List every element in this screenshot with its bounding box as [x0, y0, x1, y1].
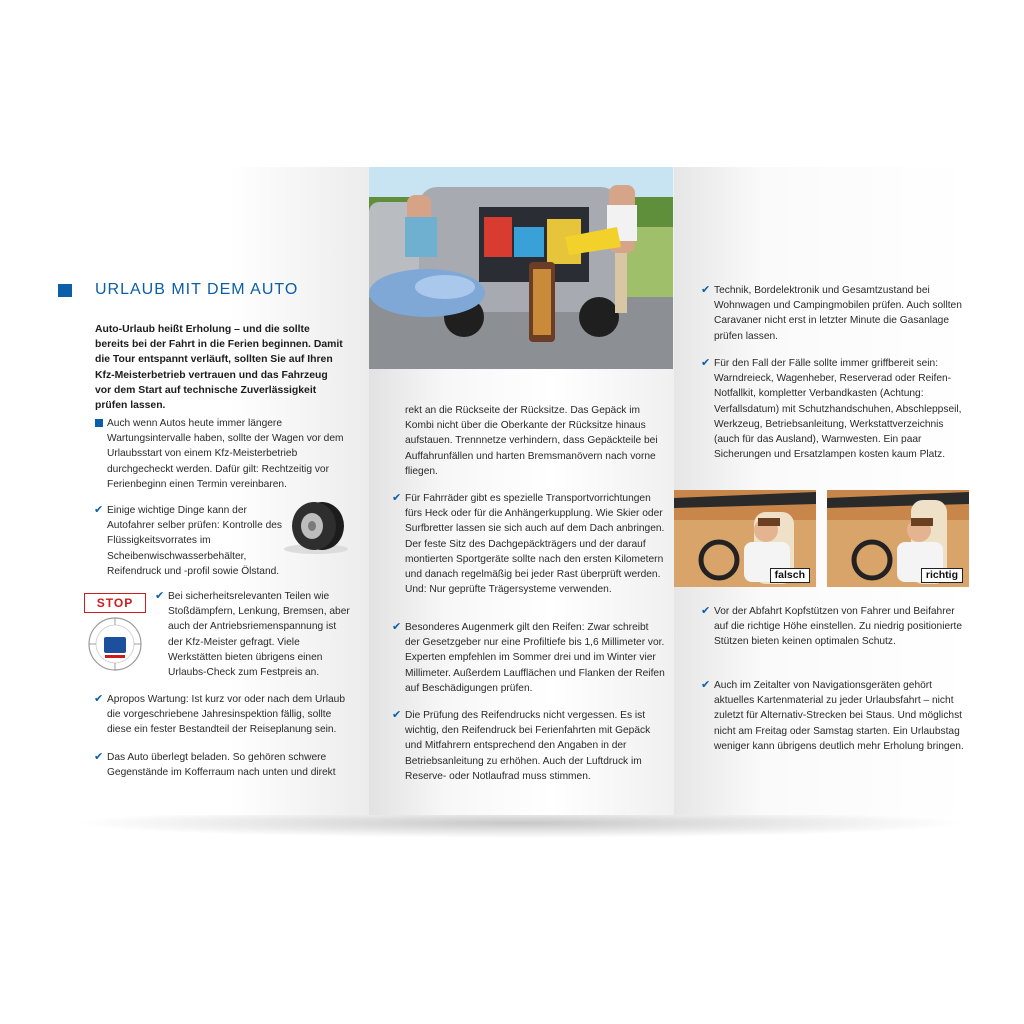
list-item-text: Technik, Bordelektronik und Gesamtzustand bei Wohnwagen und Campingmobilen prüfen. Auch sollten Caravaner nicht erst in letzter Minute die Gasanlage prüfen lassen. — [714, 285, 962, 342]
tire-icon — [282, 497, 352, 555]
list-item-text: Für Fahrräder gibt es spezielle Transportvorrichtungen fürs Heck oder für die Anhängerkupplung. Wie Skier oder Surfbretter lassen sie sich auch auf dem Dach anbringen. Der feste Sitz des Dachgepäckträgers und der darauf montierten Sportgeräte sollte nach den ersten Kilometern und danach regelmäßig bei jeder Rast überprüft werden. Und: Nur geprüfte Trägersysteme verwenden. — [405, 493, 665, 596]
paragraph — [393, 403, 661, 479]
headrest-photo-right — [827, 490, 969, 587]
list-item — [393, 708, 665, 784]
check-icon: ✔ — [94, 504, 104, 516]
intro-paragraph: Auto-Urlaub heißt Erholung – und die sollte bereits bei der Fahrt in die Ferien beginnen. Damit die Tour entspannt verläuft, sollten Sie auf Ihren Kfz-Meisterbetrieb vertrauen und das Fahrzeug vor dem Start auf technische Zuverlässigkeit prüfen lassen. — [95, 324, 343, 412]
brochure-page-left — [58, 167, 369, 815]
family-car-photo — [369, 167, 673, 369]
list-item — [95, 416, 347, 492]
check-icon: ✔ — [701, 357, 711, 369]
stop-sign: STOP — [84, 593, 146, 613]
wrong-label: falsch — [770, 568, 810, 583]
page-title: URLAUB MIT DEM AUTO — [95, 281, 299, 298]
check-icon: ✔ — [94, 693, 104, 705]
list-item-text: Auch wenn Autos heute immer längere Wartungsintervalle haben, sollte der Wagen vor dem Urlaubsstart von einem Kfz-Meisterbetrieb durchgecheckt werden. Dafür gilt: Rechtzeitig vor Ferienbeginn einen Termin vereinbaren. — [107, 418, 344, 490]
list-item — [95, 503, 285, 579]
list-item-text: Einige wichtige Dinge kann der Autofahrer selber prüfen: Kontrolle des Flüssigkeitsvorrates im Scheibenwischwasserbehälter, Reifendruck und -profil sowie Ölstand. — [107, 505, 282, 577]
list-item — [95, 750, 355, 780]
list-item — [95, 692, 355, 738]
title-marker — [58, 284, 72, 297]
check-icon: ✔ — [392, 492, 402, 504]
list-item — [393, 620, 665, 696]
headrest-photo-wrong — [674, 490, 816, 587]
check-icon: ✔ — [701, 605, 711, 617]
list-item — [393, 491, 665, 597]
check-icon: ✔ — [701, 284, 711, 296]
check-icon: ✔ — [701, 679, 711, 691]
check-icon: ✔ — [392, 621, 402, 633]
list-item-text: Für den Fall der Fälle sollte immer griffbereit sein: Warndreieck, Wagenheber, Reserverad oder Reifen-Notfallkit, kompletter Verbandkasten (Achtung: Verfallsdatum) mit Schutzhandschuhen, Abschleppseil, Werkzeug, Betriebsanleitung, Werkstattverzeichnis (auch für das Ausland), Warnwesten. Ein paar Sicherungen und Ersatzlampen kosten kaum Platz. — [714, 358, 962, 461]
list-item — [702, 678, 964, 754]
list-item — [156, 589, 351, 680]
list-item-text: Die Prüfung des Reifendrucks nicht vergessen. Es ist wichtig, den Reifendruck bei Ferienfahrten mit Gepäck und Mitfahrern entsprechend den Angaben in der Betriebsanleitung zu erhöhen. Auch der Luftdruck im Reserve- oder Notlaufrad muss stimmen. — [405, 710, 651, 782]
check-icon: ✔ — [392, 709, 402, 721]
paragraph-text: rekt an die Rückseite der Rücksitze. Das Gepäck im Kombi nicht über die Oberkante der Rücksitze hinaus aufstauen. Trennnetze verhindern, dass Gepäckteile bei Auffahrunfällen und harten Bremsmanövern nach vorne fliegen. — [405, 405, 658, 477]
square-bullet-icon — [95, 419, 103, 427]
check-icon: ✔ — [155, 590, 165, 602]
check-icon: ✔ — [94, 751, 104, 763]
inspection-badge-icon — [88, 615, 142, 673]
list-item-text: Bei sicherheitsrelevanten Teilen wie Stoßdämpfern, Lenkung, Bremsen, aber auch der Antriebsriemenspannung ist der Kfz-Meister gefragt. Viele Werkstätten bieten übrigens einen Urlaubs-Check zum Festpreis an. — [168, 591, 350, 679]
list-item-text: Auch im Zeitalter von Navigationsgeräten gehört aktuelles Kartenmaterial zu jeder Urlaubsfahrt – nicht zuletzt für Alternativ-Strecken bei Staus. Und möglichst nicht am Freitag oder Samstag starten. Ein Urlaubstag weniger kann übrigens deutlich mehr Erholung bringen. — [714, 680, 964, 752]
brochure-page-middle — [369, 167, 674, 815]
list-item — [702, 283, 964, 344]
list-item-text: Vor der Abfahrt Kopfstützen von Fahrer und Beifahrer auf die richtige Höhe einstellen. Zu niedrig positionierte Stützen bieten keinen optimalen Schutz. — [714, 606, 963, 648]
list-item-text: Besonderes Augenmerk gilt den Reifen: Zwar schreibt der Gesetzgeber nur eine Profiltiefe bis 1,6 Millimeter vor. Experten empfehlen im Sommer drei und im Winter vier Millimeter. Außerdem Laufflächen und Flanken der Reifen auf Beschädigungen prüfen. — [405, 622, 665, 694]
list-item-text: Apropos Wartung: Ist kurz vor oder nach dem Urlaub die vorgeschriebene Jahresinspektion fällig, sollte diese ein fester Bestandteil der Reiseplanung sein. — [107, 694, 346, 736]
list-item-text: Das Auto überlegt beladen. So gehören schwere Gegenstände im Kofferraum nach unten und direkt — [107, 752, 336, 779]
brochure-page-right — [674, 167, 970, 815]
list-item — [702, 356, 964, 462]
inspection-sticker — [84, 593, 146, 677]
list-item — [702, 604, 964, 650]
right-label: richtig — [921, 568, 963, 583]
